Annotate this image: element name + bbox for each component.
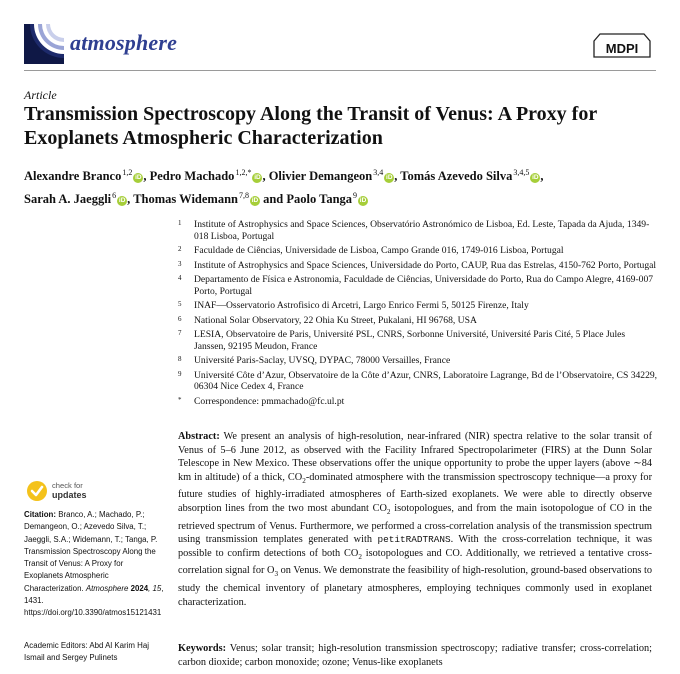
abstract-text: We present an analysis of high-resolution, near-infrared (NIR) spectra relative to the solar transit of Venus of 5–6 June 2012, as observed with the Facility Infrared Spectropolarimeter (FIRS) at the Dunn Solar Telescope in New Mexico. These observations offer the unique opportunity to probe the upper layers (above ∼84 km in altitude) of a thick, CO [178,431,652,483]
header-divider [24,70,656,71]
citation-doi[interactable]: , 1431. https://doi.org/10.3390/atmos15121431 [24,583,164,618]
affiliation-text: INAF—Osservatorio Astrofisico di Arcetri, Largo Enrico Fermi 5, 50125 Firenze, Italy [194,300,529,311]
journal-name: atmosphere [70,30,178,55]
citation-journal: Atmosphere [85,583,129,593]
check-updates-badge[interactable] [26,480,146,504]
authors-conjunction: and [263,192,284,206]
affiliation-number: 4 [178,274,182,282]
affiliation-number: 1 [178,219,182,227]
author-name[interactable]: Pedro Machado [149,169,235,183]
affiliation-text: Université Paris-Saclay, UVSQ, DYPAC, 78000 Versailles, France [194,355,451,366]
correspondence-text[interactable]: Correspondence: pmmachado@fc.ul.pt [194,395,345,407]
mdpi-logo-icon [592,32,652,60]
abstract-text: on Venus. We demonstrate the feasibility of high-resolution, ground-based observations to study the chemical inventory of planetary atmospheres, employing techniques commonly used in exoplanet characterization. [178,565,653,608]
journal-logo-icon [24,24,64,64]
affiliation-item [178,355,658,367]
author-affiliation-ref: 3,4 [373,168,384,177]
affiliation-item [178,300,658,312]
subscript: 2 [358,552,362,561]
affiliation-number: 3 [178,259,182,268]
subscript: 3 [274,570,279,579]
check-updates-line2: updates [52,490,87,500]
subscript: 2 [302,476,306,485]
affiliation-number: 5 [178,300,182,308]
affiliation-item [178,260,658,272]
author-name[interactable]: Tomás Azevedo Silva [400,169,513,183]
affiliation-text: Université Côte d’Azur, Observatoire de la Côte d’Azur, CNRS, Laboratoire Lagrange, Bd de l’Observatoire, CS 34229, 06304 Nice Cedex 4, France [194,369,658,392]
author-name[interactable]: Paolo Tanga [286,192,353,206]
citation-text: Branco, A.; Machado, P.; Demangeon, O.; Azevedo Silva, T.; Jaeggli, S.A.; Widemann, T.; Tanga, P. Transmission Spectroscopy Along the Transit of Venus: A Proxy for Exoplanets Atmospheric Characterization. [24,510,158,593]
affiliation-number: 7 [178,329,182,337]
affiliation-item [178,274,658,297]
author-list: Alexandre Branco$^{1,2}$iD , Pedro Machado$^{1,2,*}$iD , Olivier Demangeon$^{3,4}$iD , Tomás Azevedo Silva$^{3,4,5}$iD , Sarah A. Jaeggli$^6$iD , Thomas Widemann$^{7,8}$iD and Paolo Tanga$^9$iD [24,168,544,206]
orcid-icon[interactable]: iD [254,174,261,181]
academic-editors: Academic Editors: Abd Al Karim Haj Ismail and Sergey Pulinets [24,641,149,663]
citation-block [24,509,164,620]
author-affiliation-ref: 6 [112,191,117,200]
affiliation-item [178,315,658,327]
code-term: petitRADTRANS [377,534,451,546]
citation-label: Citation: [24,510,56,519]
affiliation-text: Institute of Astrophysics and Space Sciences, Observatório Astronómico de Lisboa, Ed. Leste, Tapada da Ajuda, 1349-018 Lisboa, Portugal [194,219,650,242]
affiliations-list [178,219,658,410]
affiliation-item [178,219,658,242]
affiliation-text: National Solar Observatory, 22 Ohia Ku Street, Pukalani, HI 96768, USA [194,314,477,326]
orcid-icon[interactable]: iD [532,174,539,181]
author-affiliation-ref: 3,4,5 [513,168,530,177]
affiliation-item [178,245,658,257]
keywords-label: Keywords: [178,643,227,654]
check-updates-icon [26,480,48,502]
article-title: Transmission Spectroscopy Along the Transit of Venus: A Proxy for Exoplanets Atmospheric Characterization [24,103,597,149]
subscript: 2 [386,508,391,517]
keywords [178,642,652,669]
affiliation-text: Institute of Astrophysics and Space Sciences, Universidade do Porto, CAUP, Rua das Estrelas, 4150-762 Porto, Portugal [194,259,657,271]
orcid-icon[interactable]: iD [251,197,259,204]
orcid-icon[interactable]: iD [135,174,142,181]
author-name[interactable]: Thomas Widemann [133,192,238,206]
abstract-text: isotopologues, and from the main isotopologue of CO in the retrieved spectrum of Venus. Furthermore, we performed a cross-correlation analysis of the transmission spectrum using transmission templates generated with [178,503,652,546]
article-type: Article [24,88,57,102]
abstract-text: . With the cross-correlation technique, it was possible to confirm detections of both CO [178,534,652,559]
affiliation-number: 8 [178,355,182,363]
check-updates-line1: check for [52,481,83,490]
affiliation-number: * [178,395,182,404]
author-name[interactable]: Alexandre Branco [24,169,122,183]
correspondence-item [178,396,658,408]
affiliation-number: 6 [178,314,182,323]
orcid-icon[interactable]: iD [118,197,126,204]
publisher-name: MDPI [605,41,639,56]
abstract-label: Abstract: [178,431,220,442]
affiliation-item [178,370,658,393]
affiliation-text: Departamento de Física e Astronomia, Faculdade de Ciências, Universidade do Porto, Rua do Campo Alegre, 4169-007 Porto, Portugal [194,274,654,297]
author-name[interactable]: Sarah A. Jaeggli [24,192,112,206]
orcid-icon[interactable]: iD [386,174,393,181]
citation-year: 2024 [128,583,149,593]
citation-volume: , 15 [148,583,162,593]
abstract [178,430,652,609]
affiliation-number: 2 [178,245,182,253]
orcid-icon[interactable]: iD [359,197,367,204]
abstract-text: -dominated atmosphere with the transmission spectroscopy technique—a proxy for future studies of highly-irradiated atmospheres of Earth-sized exoplanets. We were able to directly observe absorption lines from the two most abundant CO [178,471,652,515]
affiliation-text: Faculdade de Ciências, Universidade de Lisboa, Campo Grande 016, 1749-016 Lisboa, Portugal [194,245,564,256]
abstract-text: isotopologues and CO. Additionally, we retrieved a tentative cross-correlation signal for O [178,547,652,577]
author-affiliation-ref: 9 [353,191,358,200]
affiliation-number: 9 [178,369,182,378]
author-affiliation-ref: 7,8 [238,191,249,200]
affiliation-text: LESIA, Observatoire de Paris, Université PSL, CNRS, Sorbonne Université, Université Paris Cité, 5 Place Jules Janssen, 92195 Meudon, France [194,329,626,352]
affiliation-item [178,329,658,352]
author-affiliation-ref: 1,2,* [235,168,252,177]
author-name[interactable]: Olivier Demangeon [268,169,373,183]
author-affiliation-ref: 1,2 [122,168,133,177]
keywords-text: Venus; solar transit; high-resolution transmission spectroscopy; radiative transfer; cross-correlation; carbon dioxide; carbon monoxide; ozone; Venus-like exoplanets [178,643,652,668]
